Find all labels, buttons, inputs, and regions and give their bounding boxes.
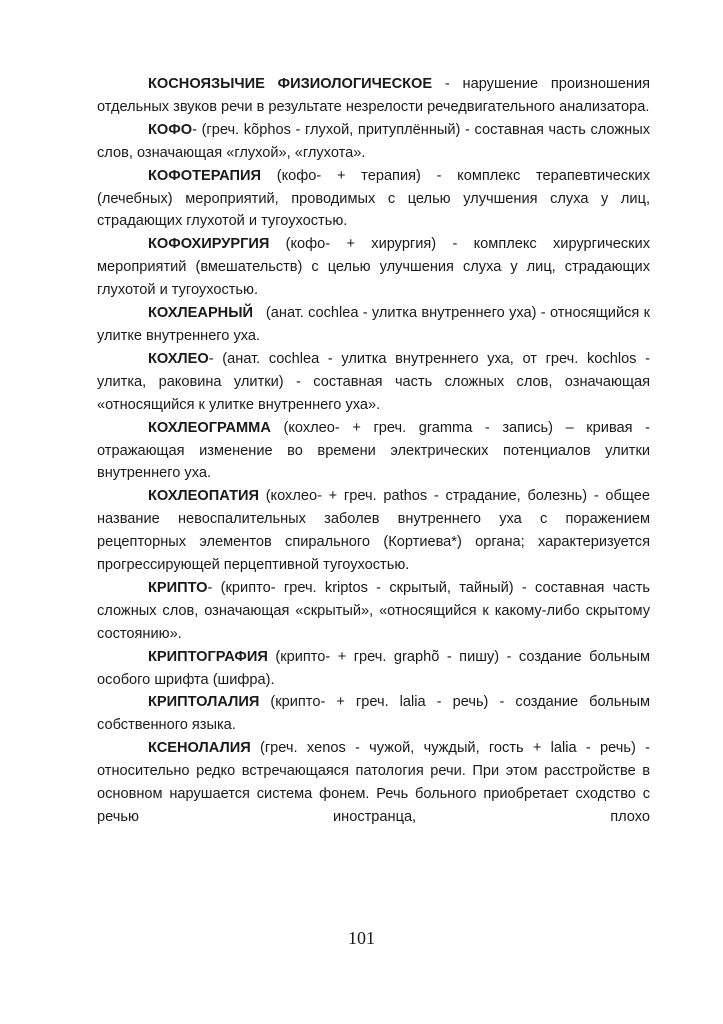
- entry-kohleo: [97, 348, 650, 417]
- entry-term: КСЕНОЛАЛИЯ: [148, 740, 251, 757]
- entry-definition: (кофо- + терапия) - комплекс терапевтических (лечебных) мероприятий, проводимых с целью улучшения слуха у лиц, страдающих глухотой и тугоухостью.: [97, 167, 650, 230]
- entry-kripto: [97, 577, 650, 646]
- entry-term: КРИПТО: [148, 579, 208, 596]
- entry-definition: - (крипто- греч. kriptos - скрытый, тайный) - составная часть сложных слов, означающая «скрытый», «относящийся к какому-либо скрытому состоянию».: [97, 579, 650, 642]
- entry-definition: - (греч. kõphos - глухой, притуплённый) - составная часть сложных слов, означающая «глухой», «глухота».: [97, 121, 650, 161]
- entry-term: КОФОТЕРАПИЯ: [148, 167, 261, 184]
- entry-kriptolaliya: [97, 691, 650, 737]
- entry-term: КОФОХИРУРГИЯ: [148, 236, 270, 253]
- entry-kosnoyazychie: [97, 73, 650, 119]
- page-number: 101: [348, 928, 375, 948]
- entry-definition: (кохлео- + греч. gramma - запись) – кривая - отражающая изменение во времени электрических потенциалов улитки внутреннего уха.: [97, 419, 650, 482]
- entry-term: КОХЛЕАРНЫЙ: [148, 305, 253, 322]
- entry-term: КРИПТОГРАФИЯ: [148, 648, 268, 665]
- entry-kohleopatiya: [97, 485, 650, 577]
- entry-kriptografiya: [97, 646, 650, 692]
- entry-term: КОХЛЕОГРАММА: [148, 419, 271, 436]
- entry-term: КОСНОЯЗЫЧИЕ ФИЗИОЛОГИЧЕСКОЕ: [148, 76, 433, 92]
- entry-definition: (крипто- + греч. graphõ - пишу) - создание больным особого шрифта (шифра).: [97, 648, 650, 688]
- entry-kofoterapiya: [97, 165, 650, 234]
- entry-term: КОФО: [148, 121, 193, 138]
- entry-kofo: [97, 119, 650, 165]
- entry-term: КОХЛЕО: [148, 350, 209, 367]
- entry-kofohirurgiya: [97, 233, 650, 302]
- entry-definition: - нарушение произношения отдельных звуков речи в результате незрелости речедвигательного анализатора.: [97, 76, 650, 115]
- entry-kohlearnyj: [97, 302, 655, 348]
- entry-term: КОХЛЕОПАТИЯ: [148, 488, 259, 505]
- dictionary-page-body: [97, 73, 655, 829]
- entry-term: КРИПТОЛАЛИЯ: [148, 694, 260, 711]
- entry-ksenolaliya: [97, 737, 650, 829]
- entry-definition: (анат. cochlea - улитка внутреннего уха) - относящийся к улитке внутреннего уха.: [97, 305, 655, 344]
- entry-kohleogramma: [97, 417, 650, 486]
- entry-definition: (кохлео- + греч. pathos - страдание, болезнь) - общее название невоспалительных заболев внутреннего уха с поражением рецепторных элементов спирального (Кортиева*) органа; характеризуется прогрессирующей перцептивной тугоухостью.: [97, 488, 650, 574]
- entry-definition: (крипто- + греч. lalia - речь) - создание больным собственного языка.: [97, 694, 650, 734]
- entry-definition: - (анат. cochlea - улитка внутреннего уха, от греч. kochlos - улитка, раковина улитки) - составная часть сложных слов, означающая «относящийся к улитке внутреннего уха».: [97, 350, 650, 413]
- entry-definition: (греч. xenos - чужой, чуждый, гость + lalia - речь) - относительно редко встречающаяся патология речи. При этом расстройстве в основном нарушается система фонем. Речь больного приобретает сходство с речью иностранца, плохо: [97, 740, 650, 825]
- entry-definition: (кофо- + хирургия) - комплекс хирургических мероприятий (вмешательств) с целью улучшения слуха у лиц, страдающих глухотой и тугоухостью.: [97, 236, 650, 299]
